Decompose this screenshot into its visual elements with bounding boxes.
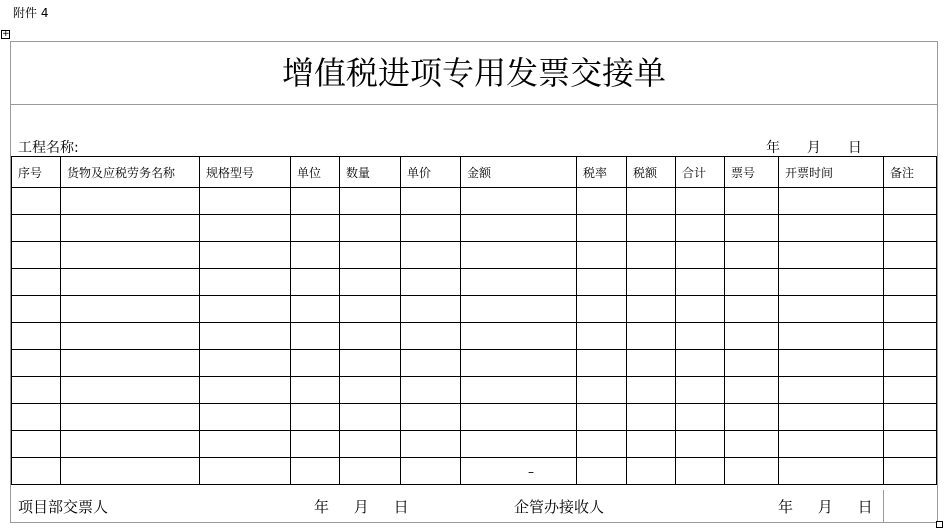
table-cell[interactable] xyxy=(401,458,461,485)
table-cell[interactable] xyxy=(12,323,61,350)
table-cell[interactable] xyxy=(200,242,291,269)
table-cell[interactable] xyxy=(627,215,676,242)
table-cell[interactable] xyxy=(676,323,725,350)
table-cell[interactable] xyxy=(779,269,884,296)
receiver-date: 年 月 日 xyxy=(778,498,873,516)
header-date xyxy=(766,137,862,157)
table-cell[interactable] xyxy=(291,242,340,269)
handover-date: 年 月 日 xyxy=(314,498,409,516)
table-cell[interactable] xyxy=(291,431,340,458)
table-cell[interactable] xyxy=(401,404,461,431)
table-cell[interactable] xyxy=(577,350,627,377)
table-cell[interactable] xyxy=(779,242,884,269)
table-cell[interactable] xyxy=(627,323,676,350)
table-cell[interactable] xyxy=(291,458,340,485)
table-cell[interactable] xyxy=(884,296,937,323)
table-cell[interactable] xyxy=(461,188,577,215)
table-cell[interactable] xyxy=(725,215,779,242)
table-cell[interactable] xyxy=(340,215,401,242)
table-cell[interactable] xyxy=(61,296,200,323)
table-cell[interactable] xyxy=(577,188,627,215)
table-cell[interactable] xyxy=(461,323,577,350)
table-cell[interactable] xyxy=(61,377,200,404)
table-cell[interactable] xyxy=(200,404,291,431)
table-cell[interactable] xyxy=(461,269,577,296)
table-cell[interactable] xyxy=(725,377,779,404)
table-cell[interactable] xyxy=(676,296,725,323)
table-cell[interactable] xyxy=(200,269,291,296)
table-cell[interactable] xyxy=(725,296,779,323)
table-row xyxy=(12,296,937,323)
table-cell[interactable] xyxy=(676,458,725,485)
table-cell[interactable] xyxy=(340,458,401,485)
amount-mark: – xyxy=(528,465,534,479)
table-cell[interactable] xyxy=(577,323,627,350)
table-cell[interactable] xyxy=(577,377,627,404)
table-cell[interactable] xyxy=(627,458,676,485)
table-cell[interactable] xyxy=(12,242,61,269)
table-cell[interactable] xyxy=(725,431,779,458)
header-amount: 金额 xyxy=(461,157,577,188)
table-cell[interactable] xyxy=(200,188,291,215)
table-cell[interactable] xyxy=(779,377,884,404)
table-cell[interactable] xyxy=(627,296,676,323)
table-cell[interactable] xyxy=(676,242,725,269)
table-cell[interactable] xyxy=(401,377,461,404)
table-cell[interactable] xyxy=(461,242,577,269)
table-cell[interactable] xyxy=(884,323,937,350)
table-cell[interactable] xyxy=(291,215,340,242)
table-cell[interactable] xyxy=(884,377,937,404)
table-cell[interactable] xyxy=(12,350,61,377)
header-invoice-no: 票号 xyxy=(725,157,779,188)
header-unit-price: 单价 xyxy=(401,157,461,188)
table-cell[interactable] xyxy=(725,188,779,215)
table-cell[interactable] xyxy=(627,350,676,377)
table-cell[interactable] xyxy=(676,188,725,215)
table-cell[interactable] xyxy=(676,431,725,458)
table-row xyxy=(12,377,937,404)
table-cell[interactable] xyxy=(627,188,676,215)
table-cell[interactable] xyxy=(884,269,937,296)
header-total: 合计 xyxy=(676,157,725,188)
table-resize-handle-icon[interactable] xyxy=(936,521,943,528)
header-unit: 单位 xyxy=(291,157,340,188)
table-cell[interactable] xyxy=(461,350,577,377)
table-cell[interactable] xyxy=(725,269,779,296)
header-year: 年 xyxy=(766,140,780,156)
table-cell[interactable] xyxy=(61,242,200,269)
form-title: 增值税进项专用发票交接单 xyxy=(11,42,937,105)
table-cell[interactable] xyxy=(676,269,725,296)
table-cell[interactable] xyxy=(401,431,461,458)
table-cell[interactable] xyxy=(401,188,461,215)
table-cell[interactable] xyxy=(12,458,61,485)
table-cell[interactable] xyxy=(725,350,779,377)
table-cell[interactable] xyxy=(340,269,401,296)
table-cell[interactable] xyxy=(884,404,937,431)
table-cell[interactable] xyxy=(461,377,577,404)
table-cell[interactable] xyxy=(61,431,200,458)
table-header-row xyxy=(12,157,937,188)
project-name-label: 工程名称: xyxy=(18,140,79,156)
table-cell[interactable] xyxy=(676,350,725,377)
table-cell[interactable] xyxy=(884,350,937,377)
table-cell[interactable] xyxy=(401,242,461,269)
header-spec: 规格型号 xyxy=(200,157,291,188)
table-cell[interactable] xyxy=(340,296,401,323)
table-cell[interactable] xyxy=(725,323,779,350)
table-cell[interactable] xyxy=(200,431,291,458)
footer-bar xyxy=(11,490,937,522)
table-cell[interactable] xyxy=(779,323,884,350)
table-cell[interactable] xyxy=(577,296,627,323)
table-body xyxy=(12,188,937,485)
table-row xyxy=(12,404,937,431)
attachment-label: 附件 4 xyxy=(13,6,49,20)
table-cell[interactable] xyxy=(884,215,937,242)
header-tax-rate: 税率 xyxy=(577,157,627,188)
table-cell[interactable] xyxy=(340,350,401,377)
table-cell[interactable] xyxy=(200,323,291,350)
table-row xyxy=(12,458,937,485)
table-cell[interactable] xyxy=(725,458,779,485)
table-cell[interactable] xyxy=(884,458,937,485)
table-cell[interactable] xyxy=(340,404,401,431)
table-cell[interactable] xyxy=(401,323,461,350)
table-row xyxy=(12,431,937,458)
header-goods-name: 货物及应税劳务名称 xyxy=(61,157,200,188)
table-cell[interactable] xyxy=(461,215,577,242)
table-cell[interactable] xyxy=(12,215,61,242)
table-move-handle-icon[interactable]: + xyxy=(2,29,10,39)
table-cell[interactable] xyxy=(676,215,725,242)
table-cell[interactable] xyxy=(61,404,200,431)
table-cell[interactable] xyxy=(12,404,61,431)
header-day: 日 xyxy=(847,140,862,156)
table-cell[interactable] xyxy=(779,404,884,431)
header-remarks: 备注 xyxy=(884,157,937,188)
table-cell[interactable] xyxy=(779,215,884,242)
table-cell[interactable] xyxy=(61,350,200,377)
table-cell[interactable] xyxy=(340,188,401,215)
table-cell[interactable] xyxy=(401,296,461,323)
header-seq: 序号 xyxy=(12,157,61,188)
table-cell[interactable] xyxy=(627,242,676,269)
footer-divider xyxy=(883,490,884,522)
table-cell[interactable] xyxy=(884,242,937,269)
table-cell[interactable] xyxy=(577,431,627,458)
table-cell[interactable] xyxy=(577,269,627,296)
table-cell[interactable] xyxy=(200,458,291,485)
table-cell[interactable] xyxy=(461,458,577,485)
receiver-person-label: 企管办接收人 xyxy=(514,498,605,516)
table-cell[interactable] xyxy=(12,269,61,296)
table-cell[interactable] xyxy=(461,404,577,431)
table-row xyxy=(12,323,937,350)
table-cell[interactable] xyxy=(401,269,461,296)
header-quantity: 数量 xyxy=(340,157,401,188)
table-cell[interactable] xyxy=(779,431,884,458)
table-cell[interactable] xyxy=(200,377,291,404)
table-cell[interactable] xyxy=(12,431,61,458)
table-cell[interactable] xyxy=(401,215,461,242)
table-cell[interactable] xyxy=(61,458,200,485)
table-cell[interactable] xyxy=(340,431,401,458)
table-cell[interactable] xyxy=(577,215,627,242)
table-cell[interactable] xyxy=(12,377,61,404)
table-cell[interactable] xyxy=(884,431,937,458)
header-month: 月 xyxy=(806,140,821,156)
handover-person-label: 项目部交票人 xyxy=(18,498,109,516)
table-row xyxy=(12,188,937,215)
table-cell[interactable] xyxy=(779,350,884,377)
table-cell[interactable] xyxy=(12,188,61,215)
table-cell[interactable] xyxy=(340,377,401,404)
table-cell[interactable] xyxy=(725,242,779,269)
table-cell[interactable] xyxy=(340,323,401,350)
table-cell[interactable] xyxy=(340,242,401,269)
table-cell[interactable] xyxy=(61,269,200,296)
table-cell[interactable] xyxy=(627,269,676,296)
table-cell[interactable] xyxy=(577,404,627,431)
table-row xyxy=(12,269,937,296)
table-cell[interactable] xyxy=(200,350,291,377)
table-cell[interactable] xyxy=(61,323,200,350)
table-cell[interactable] xyxy=(884,188,937,215)
table-cell[interactable] xyxy=(291,404,340,431)
table-row xyxy=(12,215,937,242)
table-cell[interactable] xyxy=(779,296,884,323)
table-cell[interactable] xyxy=(291,323,340,350)
header-tax-amount: 税额 xyxy=(627,157,676,188)
table-row xyxy=(12,242,937,269)
table-cell[interactable] xyxy=(291,188,340,215)
table-cell[interactable] xyxy=(200,296,291,323)
table-cell[interactable] xyxy=(779,458,884,485)
header-issue-time: 开票时间 xyxy=(779,157,884,188)
invoice-table xyxy=(11,156,937,485)
table-cell[interactable] xyxy=(627,431,676,458)
table-cell[interactable] xyxy=(676,377,725,404)
table-cell[interactable] xyxy=(61,215,200,242)
table-cell[interactable] xyxy=(291,350,340,377)
table-cell[interactable] xyxy=(12,296,61,323)
table-cell[interactable] xyxy=(61,188,200,215)
table-cell[interactable] xyxy=(577,242,627,269)
table-cell[interactable] xyxy=(291,296,340,323)
table-cell[interactable] xyxy=(200,215,291,242)
table-cell[interactable] xyxy=(577,458,627,485)
table-cell[interactable] xyxy=(676,404,725,431)
table-cell[interactable] xyxy=(627,377,676,404)
table-cell[interactable] xyxy=(627,404,676,431)
table-cell[interactable] xyxy=(461,431,577,458)
table-cell[interactable] xyxy=(291,269,340,296)
table-cell[interactable] xyxy=(401,350,461,377)
table-cell[interactable] xyxy=(461,296,577,323)
table-cell[interactable] xyxy=(291,377,340,404)
table-cell[interactable] xyxy=(725,404,779,431)
table-cell[interactable] xyxy=(779,188,884,215)
table-row xyxy=(12,350,937,377)
